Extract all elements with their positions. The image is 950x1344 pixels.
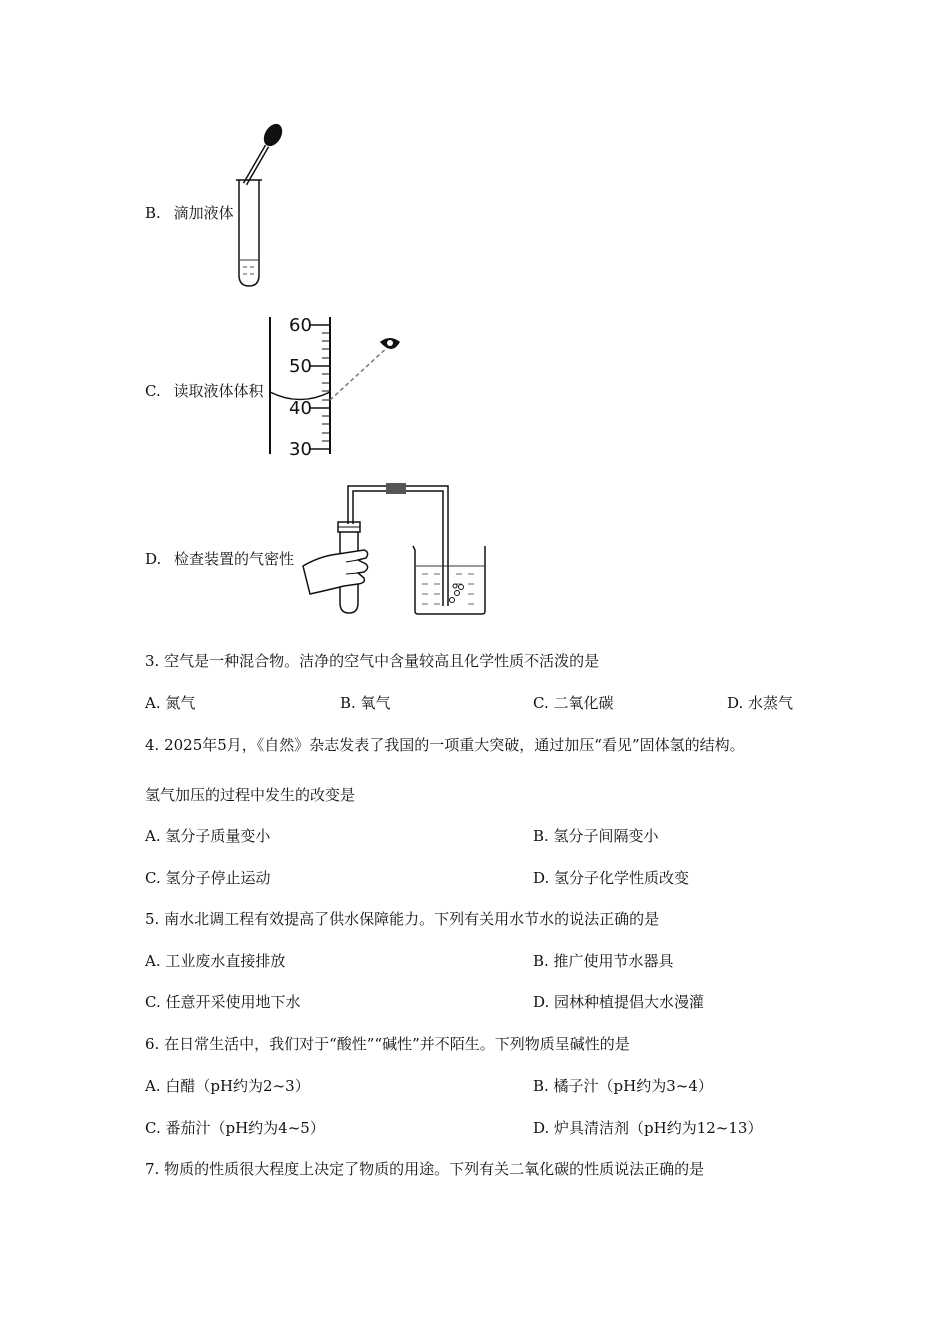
q4-option-b[interactable]: B. 氢分子间隔变小 bbox=[533, 827, 659, 845]
option-text: 读取液体体积 bbox=[173, 382, 264, 400]
question-4-stem-line2: 氢气加压的过程中发生的改变是 bbox=[145, 786, 356, 804]
tick-label-30: 30 bbox=[289, 439, 312, 460]
tick-label-60: 60 bbox=[289, 315, 312, 336]
airtightness-apparatus-figure bbox=[300, 478, 495, 618]
q6-option-b[interactable]: B. 橘子汁（pH约为3~4） bbox=[533, 1077, 713, 1095]
q4-option-c[interactable]: C. 氢分子停止运动 bbox=[145, 869, 271, 887]
tick-label-40: 40 bbox=[289, 398, 312, 419]
tick-label-50: 50 bbox=[289, 356, 312, 377]
q6-option-a[interactable]: A. 白醋（pH约为2~3） bbox=[145, 1077, 310, 1095]
q5-option-d[interactable]: D. 园林种植提倡大水漫灌 bbox=[533, 993, 705, 1011]
option-text: 检查装置的气密性 bbox=[174, 550, 295, 568]
question-3-stem: 3. 空气是一种混合物。洁净的空气中含量较高且化学性质不活泼的是 bbox=[145, 652, 600, 670]
dropper-testtube-figure bbox=[225, 120, 295, 290]
q6-option-d[interactable]: D. 炉具清洁剂（pH约为12~13） bbox=[533, 1119, 763, 1137]
option-d-prev bbox=[145, 548, 294, 569]
q4-option-d[interactable]: D. 氢分子化学性质改变 bbox=[533, 869, 690, 887]
option-c-prev bbox=[145, 380, 264, 401]
question-6-stem: 6. 在日常生活中，我们对于“酸性”“碱性”并不陌生。下列物质呈碱性的是 bbox=[145, 1035, 630, 1053]
q3-option-c[interactable]: C. 二氧化碳 bbox=[533, 694, 614, 712]
option-b-prev bbox=[145, 202, 234, 223]
question-4-stem-line1: 4. 2025年5月，《自然》杂志发表了我国的一项重大突破，通过加压“看见”固体氢的结构。 bbox=[145, 736, 745, 754]
option-letter: D. bbox=[145, 550, 162, 568]
q4-option-a[interactable]: A. 氢分子质量变小 bbox=[145, 827, 271, 845]
graduated-cylinder-figure bbox=[262, 312, 412, 462]
option-letter: B. bbox=[145, 204, 161, 222]
option-letter: C. bbox=[145, 382, 161, 400]
option-text: 滴加液体 bbox=[173, 204, 234, 222]
question-7-stem: 7. 物质的性质很大程度上决定了物质的用途。下列有关二氧化碳的性质说法正确的是 bbox=[145, 1160, 705, 1178]
q5-option-a[interactable]: A. 工业废水直接排放 bbox=[145, 952, 286, 970]
q6-option-c[interactable]: C. 番茄汁（pH约为4~5） bbox=[145, 1119, 325, 1137]
q3-option-b[interactable]: B. 氧气 bbox=[340, 694, 391, 712]
q3-option-a[interactable]: A. 氮气 bbox=[145, 694, 196, 712]
q5-option-c[interactable]: C. 任意开采使用地下水 bbox=[145, 993, 301, 1011]
q3-option-d[interactable]: D. 水蒸气 bbox=[727, 694, 794, 712]
q5-option-b[interactable]: B. 推广使用节水器具 bbox=[533, 952, 674, 970]
question-5-stem: 5. 南水北调工程有效提高了供水保障能力。下列有关用水节水的说法正确的是 bbox=[145, 910, 660, 928]
